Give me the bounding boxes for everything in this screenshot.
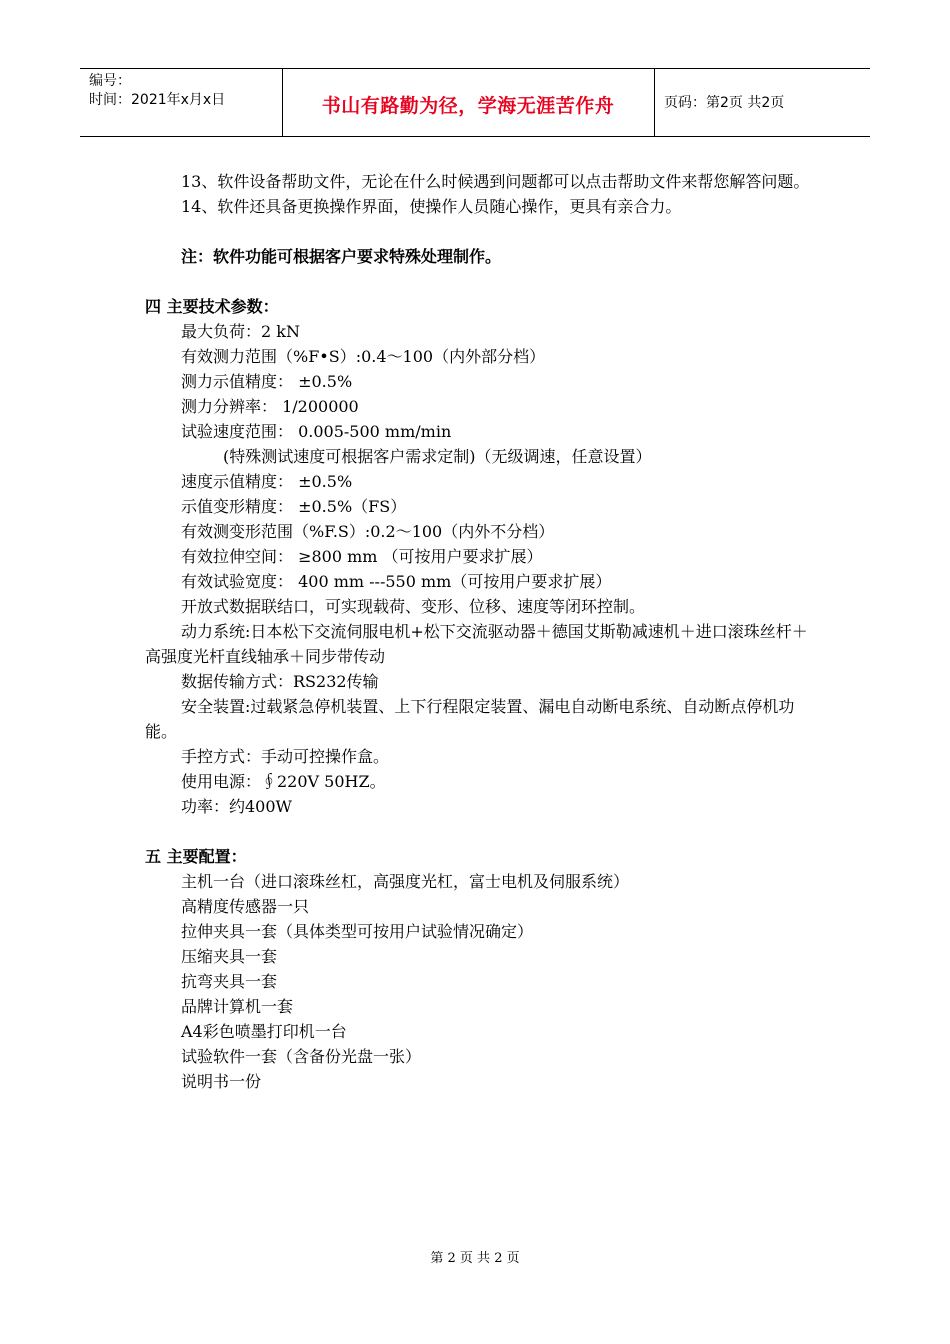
config-item: 试验软件一套（含备份光盘一张） — [181, 1047, 422, 1066]
header-motto-cell — [282, 69, 655, 136]
param-item: 测力示值精度： ±0.5% — [181, 372, 353, 391]
param-item: 开放式数据联结口，可实现载荷、变形、位移、速度等闭环控制。 — [181, 597, 646, 616]
config-item: 说明书一份 — [181, 1072, 262, 1091]
note-text: 注：软件功能可根据客户要求特殊处理制作。 — [181, 247, 502, 266]
config-item: 品牌计算机一套 — [181, 997, 294, 1016]
param-item: 有效试验宽度： 400 mm ---550 mm（可按用户要求扩展） — [181, 572, 612, 591]
document-date-label: 时间：2021年x月x日 — [89, 92, 226, 108]
param-item: 测力分辨率： 1/200000 — [181, 397, 359, 416]
param-item: 试验速度范围： 0.005-500 mm/min — [181, 422, 452, 441]
page-header — [80, 68, 870, 137]
config-item: 抗弯夹具一套 — [181, 972, 278, 991]
param-item: 速度示值精度： ±0.5% — [181, 472, 353, 491]
header-motto: 书山有路勤为径，学海无涯苦作舟 — [321, 95, 615, 117]
document-number-label: 编号： — [89, 73, 131, 89]
param-item: 有效拉伸空间： ≥800 mm （可按用户要求扩展） — [181, 547, 543, 566]
config-item: 主机一台（进口滚珠丝杠，高强度光杠，富士电机及伺服系统） — [181, 872, 630, 891]
list-item: 13、软件设备帮助文件，无论在什么时候遇到问题都可以点击帮助文件来帮您解答问题。 — [181, 172, 810, 191]
param-item: 动力系统:日本松下交流伺服电机+松下交流驱动器＋德国艾斯勒减速机＋进口滚珠丝杆＋高强度光杆直线轴承＋同步带传动 — [145, 622, 808, 666]
header-info-cell — [80, 69, 283, 136]
config-item: A4彩色喷墨打印机一台 — [181, 1022, 347, 1041]
param-item: 使用电源：∮220V 50HZ。 — [181, 772, 386, 791]
page-footer: 第 2 页 共 2 页 — [430, 1251, 520, 1266]
config-item: 压缩夹具一套 — [181, 947, 278, 966]
param-item: 示值变形精度： ±0.5%（FS） — [181, 497, 407, 516]
config-item: 拉伸夹具一套（具体类型可按用户试验情况确定） — [181, 922, 534, 941]
document-body — [145, 169, 815, 1094]
section-4-title: 四 主要技术参数： — [145, 297, 279, 316]
param-item: 安全装置:过载紧急停机装置、上下行程限定装置、漏电自动断电系统、自动断点停机功能。 — [145, 697, 795, 741]
param-item: 有效测变形范围（%F.S）:0.2～100（内外不分档） — [181, 522, 555, 541]
param-item: 最大负荷：2 kN — [181, 322, 300, 341]
param-item: 数据传输方式：RS232传输 — [181, 672, 379, 691]
list-item: 14、软件还具备更换操作界面，使操作人员随心操作，更具有亲合力。 — [181, 197, 682, 216]
param-item: 有效测力范围（%F•S）:0.4～100（内外部分档） — [181, 347, 546, 366]
param-item: 手控方式：手动可控操作盒。 — [181, 747, 390, 766]
section-5-title: 五 主要配置： — [145, 847, 247, 866]
header-page-cell — [655, 69, 870, 136]
param-item: 功率：约400W — [181, 797, 292, 816]
config-item: 高精度传感器一只 — [181, 897, 310, 916]
param-item: (特殊测试速度可根据客户需求定制)（无级调速，任意设置） — [223, 447, 652, 466]
header-page-number: 页码：第2页 共2页 — [664, 95, 785, 111]
